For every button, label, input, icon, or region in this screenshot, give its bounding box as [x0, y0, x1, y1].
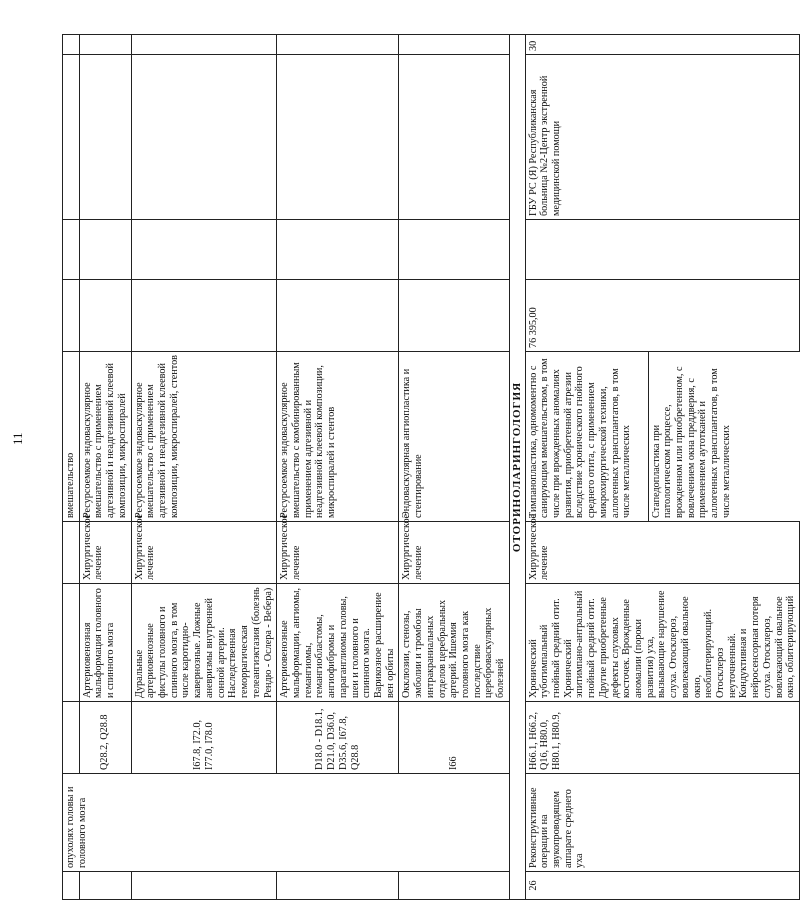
cell-codes: I66 [399, 702, 509, 774]
cell-method: Эндоваскулярная ангиопластика и стентирование [399, 352, 509, 522]
cell-treatment: Хирургическое лечение [131, 522, 277, 584]
cell-org [399, 55, 509, 220]
cell-codes: Q28.2, Q28.8 [79, 702, 131, 774]
services-table [62, 34, 800, 900]
cell-num [131, 872, 277, 900]
method-item: Тимпанопластика, одномоментно с санирующим вмешательством, в том числе при врожденных аномалиях развития, приобретенной атрезии вследствие хронического гнойного среднего отита, с применением микрохирургической техники, аллогенных трансплантатов, в том числе металлических [526, 352, 649, 521]
cell-org: ГБУ РС (Я) Республиканская больница №2-Центр экстренной медицинской помощи [525, 55, 800, 220]
cell-empty [399, 220, 509, 280]
cell-codes: I67.8, I72.0, I77.0, I78.0 [131, 702, 277, 774]
cell-org [63, 55, 80, 220]
cell-cost [399, 280, 509, 352]
cell-diagnosis: Артериовенозные мальформации, ангиомы, гемангиомы, гемангиобластомы, ангиофибромы и параганглиомы головы, шеи и головного и спинного мозга. Варикозное расширение вен орбиты [277, 584, 399, 702]
cell-diagnosis: Дуральные артериовенозные фистулы головного и спинного мозга, в том числе каротидно-кавернозные. Ложные аневризмы внутренней сонной артерии. Наследственная геморрагическая телеангиэктазия (болезнь Рендю - Ослера - Вебера) [131, 584, 277, 702]
cell-last [399, 35, 509, 55]
cell-last [131, 35, 277, 55]
table-row [79, 35, 131, 900]
cell-cost: 76 395,00 [525, 280, 800, 352]
table-row [131, 35, 277, 900]
cell-diagnosis: Окклюзии, стенозы, эмболии и тромбозы интракраниальных отделов церебральных артерий. Ишемия головного мозга как последствие цереброваскулярных болезней [399, 584, 509, 702]
cell-org [277, 55, 399, 220]
cell-method: Ресурсоемкое эндоваскулярное вмешательство с применением адгезивной и неадгезивной клеевой композиции, микроспиралей [79, 352, 131, 522]
cell-num [79, 872, 131, 900]
cell-method: вмешательство [63, 352, 80, 522]
cell-name: опухолях головы и головного мозга [63, 774, 510, 872]
method-item: Стапедопластика при патологическом процессе, врожденном или приобретенном, с вовлечением окна преддверия, с применением аутотканей и аллогенных трансплантатов, в том числе металлических [650, 366, 732, 518]
cell-treatment: Хирургическое лечение [79, 522, 131, 584]
cell-num: 26 [525, 872, 800, 900]
cell-last [277, 35, 399, 55]
section-header-row [509, 35, 525, 900]
table-row [277, 35, 399, 900]
cell-empty [79, 220, 131, 280]
section-title: ОТОРИНОЛАРИНГОЛОГИЯ [509, 35, 525, 900]
cell-cost [131, 280, 277, 352]
cell-treatment: Хирургическое лечение [277, 522, 399, 584]
cell-num [277, 872, 399, 900]
cell-org [131, 55, 277, 220]
cell-org [79, 55, 131, 220]
cell-empty [277, 220, 399, 280]
cell-treatment: Хирургическое лечение [399, 522, 509, 584]
methods-subtable [526, 352, 735, 521]
cell-diagnosis: Артериовенозная мальформация головного и спинного мозга [79, 584, 131, 702]
rotated-table-area [62, 35, 797, 900]
table-row [525, 35, 800, 900]
cell-empty [63, 220, 80, 280]
cell-num [63, 872, 80, 900]
cell-codes [63, 702, 80, 774]
cell-empty [131, 220, 277, 280]
page-number: 11 [10, 432, 25, 445]
cell-name: Реконструктивные операции на звукопроводящем аппарате среднего уха [525, 774, 800, 872]
cell-cost [277, 280, 399, 352]
table-row [63, 35, 80, 900]
cell-diagnosis [63, 584, 80, 702]
table-row [399, 35, 509, 900]
cell-methods [525, 352, 800, 522]
cell-method: Ресурсоемкое эндоваскулярное вмешательство с комбинированным применением адгезивной и неадгезивной клеевой композиции, микроспиралей и стентов [277, 352, 399, 522]
cell-codes: H66.1, H66.2, Q16, H80.0, H80.1, H80.9, [525, 702, 800, 774]
cell-num [399, 872, 509, 900]
cell-last: 30 [525, 35, 800, 55]
cell-cost [79, 280, 131, 352]
cell-cost [63, 280, 80, 352]
cell-treatment: Хирургическое лечение [525, 522, 800, 584]
cell-last [63, 35, 80, 55]
cell-treatment [63, 522, 80, 584]
cell-diagnosis: Хронический туботимпальный гнойный средний отит. Хронический эпитимпано-антральный гнойный средний отит. Другие приобретенные дефекты слуховых косточек. Врожденные аномалии (пороки развития) уха, вызывающие нарушение слуха. Отосклероз, вовлекающий овальное окно, необлитерирующий. Отосклероз неуточненный. Кондуктивная и нейросенсорная потеря слуха. Отосклероз, вовлекающий овальное окно, облитерирующий [525, 584, 800, 702]
cell-method: Ресурсоемкое эндоваскулярное вмешательство с применением адгезивной и неадгезивной клеевой композиции, микроспиралей, стентов [131, 352, 277, 522]
cell-last [79, 35, 131, 55]
cell-codes: D18.0 - D18.1, D21.0, D36.0, D35.6, I67.8, Q28.8 [277, 702, 399, 774]
cell-empty [525, 220, 800, 280]
